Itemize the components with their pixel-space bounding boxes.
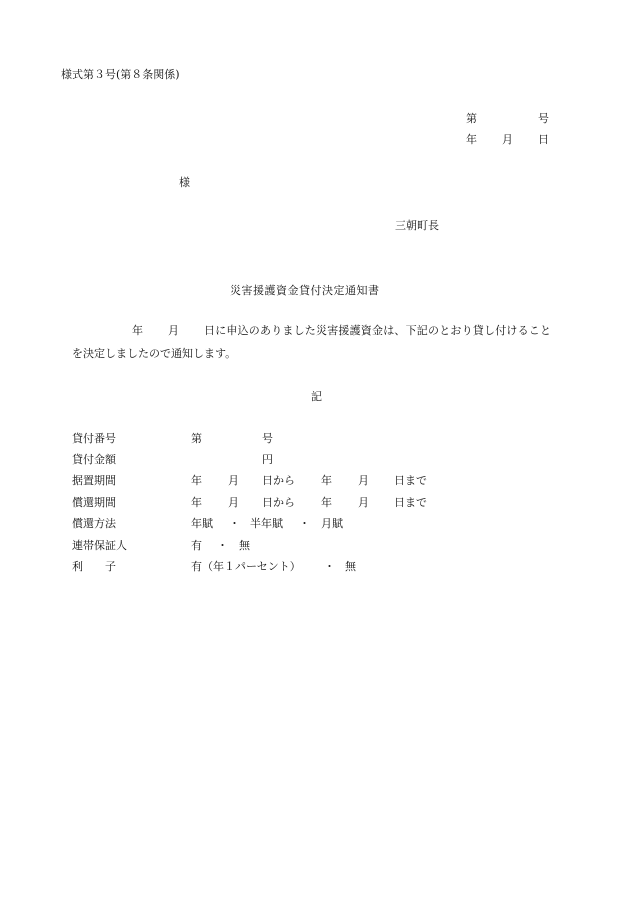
ki-heading: 記 — [311, 390, 322, 403]
repay-period-row — [72, 496, 492, 510]
body-line1: 日に申込のありました災害援護資金は、下記のとおり貸し付けること — [204, 324, 552, 337]
interest-yes: 有（年１パーセント） — [191, 560, 301, 573]
interest-dot: ・ — [324, 560, 335, 573]
grace-from: 日から — [262, 474, 295, 487]
repay-period-label: 償還期間 — [72, 496, 116, 509]
grace-period-label: 据置期間 — [72, 474, 116, 487]
guarantor-row — [72, 539, 492, 553]
date-day: 日 — [538, 133, 549, 146]
repay-year-2: 年 — [321, 496, 332, 509]
repay-method-label: 償還方法 — [72, 517, 116, 530]
date-month: 月 — [502, 133, 513, 146]
grace-month-1: 月 — [228, 474, 239, 487]
interest-row — [72, 560, 492, 574]
loan-amount-yen: 円 — [262, 453, 273, 466]
repay-method-dot-2: ・ — [299, 517, 310, 530]
guarantor-no: 無 — [239, 539, 250, 552]
loan-number-row — [72, 432, 492, 446]
repay-method-monthly: 月賦 — [321, 517, 343, 530]
repay-method-dot-1: ・ — [229, 517, 240, 530]
guarantor-label: 連帯保証人 — [72, 539, 127, 552]
loan-amount-label: 貸付金額 — [72, 453, 116, 466]
body-month: 月 — [168, 324, 179, 337]
repay-from: 日から — [262, 496, 295, 509]
body-year: 年 — [132, 324, 143, 337]
repay-method-semiannual: 半年賦 — [250, 517, 283, 530]
repay-month-1: 月 — [228, 496, 239, 509]
loan-number-label: 貸付番号 — [72, 432, 116, 445]
addressee-honorific: 様 — [179, 176, 190, 189]
grace-year-1: 年 — [191, 474, 202, 487]
repay-month-2: 月 — [358, 496, 369, 509]
doc-number-dai: 第 — [466, 112, 477, 125]
date-year: 年 — [466, 133, 477, 146]
doc-number-go: 号 — [538, 112, 549, 125]
repay-year-1: 年 — [191, 496, 202, 509]
form-number: 様式第３号(第８条関係) — [61, 68, 180, 81]
interest-no: 無 — [345, 560, 356, 573]
loan-number-go: 号 — [262, 432, 273, 445]
sender-name: 三朝町長 — [395, 219, 439, 232]
loan-number-dai: 第 — [191, 432, 202, 445]
document-title: 災害援護資金貸付決定通知書 — [230, 284, 380, 297]
repay-method-annual: 年賦 — [191, 517, 213, 530]
guarantor-dot: ・ — [217, 539, 228, 552]
body-line2: を決定しましたので通知します。 — [72, 347, 237, 360]
grace-year-2: 年 — [321, 474, 332, 487]
repay-method-row — [72, 517, 492, 531]
grace-period-row — [72, 474, 492, 488]
repay-until: 日まで — [394, 496, 427, 509]
guarantor-yes: 有 — [191, 539, 202, 552]
grace-until: 日まで — [394, 474, 427, 487]
interest-label: 利 子 — [72, 560, 116, 573]
grace-month-2: 月 — [358, 474, 369, 487]
loan-amount-row — [72, 453, 492, 467]
